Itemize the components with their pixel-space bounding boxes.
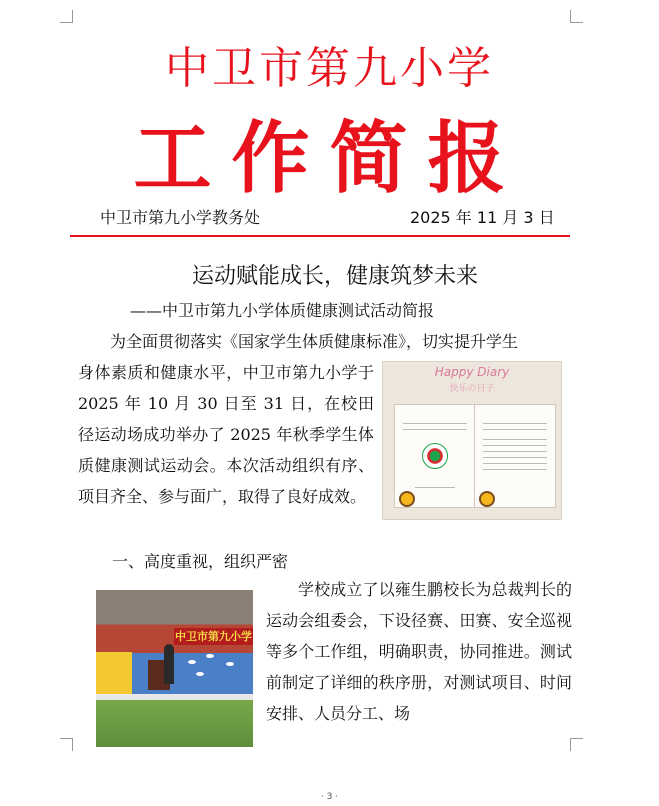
school-emblem-icon — [422, 443, 448, 469]
crop-mark-bottom-left — [60, 738, 73, 751]
issue-date: 2025 年 11 月 3 日 — [410, 208, 555, 227]
opening-ceremony-photo — [96, 590, 253, 747]
crop-mark-bottom-right — [570, 738, 583, 751]
program-booklet-cover — [394, 404, 476, 508]
article-subheadline: ——中卫市第九小学体质健康测试活动简报 — [130, 301, 435, 320]
activity-photo-diary — [382, 361, 562, 520]
intro-paragraph-line1: 为全面贯彻落实《国家学生体质健康标准》，切实提升学生 — [110, 332, 519, 351]
masthead-title: 工作简报 — [133, 113, 526, 204]
diary-title: Happy Diary — [434, 365, 510, 379]
sunflower-icon — [399, 491, 415, 507]
crop-mark-top-right — [570, 10, 583, 23]
section1-body: 学校成立了以雍生鹏校长为总裁判长的运动会组委会，下设径赛、田赛、安全巡视等多个工作组，明确职责，协同推进。测试前制定了详细的秩序册，对测试项目、时间安排、人员分工、场 — [266, 580, 572, 723]
section1-heading: 一、高度重视，组织严密 — [112, 552, 289, 571]
diary-subtitle: 快乐の日子 — [449, 384, 495, 394]
sunflower-icon — [479, 491, 495, 507]
intro-paragraph-body: 身体素质和健康水平，中卫市第九小学于 2025 年 10 月 30 日至 31 日，在校田径运动场成功举办了 2025 年秋季学生体质健康测试运动会。本次活动组织有序、项目齐全、参与面广，取得了良好成效。 — [78, 363, 374, 506]
program-booklet-page — [474, 404, 556, 508]
crop-mark-top-left — [60, 10, 73, 23]
masthead-school-name: 中卫市第九小学 — [165, 43, 494, 94]
header-divider — [70, 235, 570, 237]
article-headline: 运动赋能成长，健康筑梦未来 — [191, 264, 478, 289]
speaker — [164, 644, 174, 684]
page-number: · 3 · — [320, 792, 339, 802]
stage-banner: 中卫市第九小学 — [175, 630, 252, 643]
issuer: 中卫市第九小学教务处 — [100, 208, 261, 227]
